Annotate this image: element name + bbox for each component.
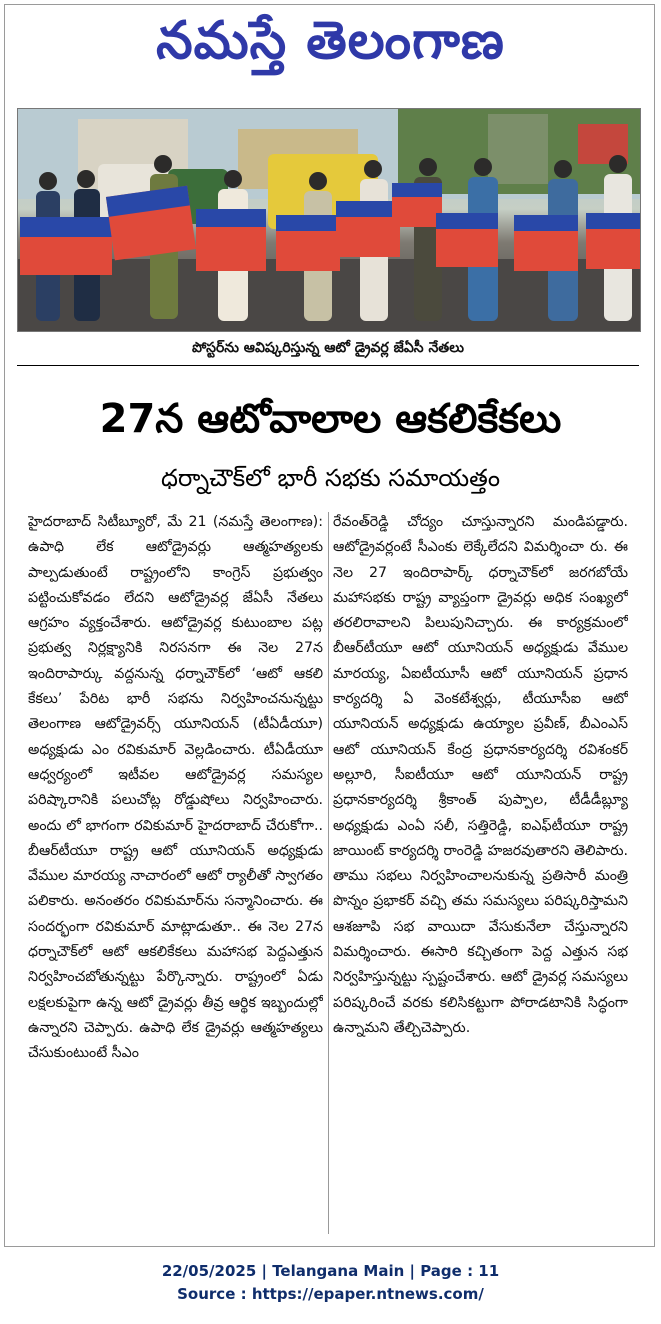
- news-photo: [17, 108, 641, 332]
- masthead-title: నమస్తే తెలంగాణ: [156, 10, 505, 71]
- article-body-right: రేవంత్‌రెడ్డి చోద్యం చూస్తున్నారని మండిపడ్డారు. ఆటోడ్రైవర్లంటే సీఎంకు లెక్కేలేదని విమర్శించా రు. ఈ నెల 27 ఇందిరాపార్క్ ధర్నాచౌక్‌లో జరగబోయే మహాసభకు రాష్ట్ర వ్యాప్తంగా డ్రైవర్లు అధిక సంఖ్యలో తరలిరావాలని పిలుపునిచ్చారు. ఈ కార్యక్రమంలో బీఆర్‌టీయూ ఆటో యూనియన్ అధ్యక్షుడు వేముల మారయ్య, ఏఐటీయూసీ ఆటో యూనియన్ ప్రధాన కార్యదర్శి ఏ వెంకటేశ్వర్లు, టీయూసీఐ ఆటో యూనియన్ అధ్యక్షుడు ఉయ్యాల ప్రవీణ్, బీఎంఎస్ ఆటో యూనియన్ కేంద్ర ప్రధానకార్యదర్శి రవిశంకర్ అల్లూరి, సీఐటీయూ ఆటో యూనియన్ రాష్ట్ర ప్రధానకార్యదర్శి శ్రీకాంత్ పుప్పాల, టీడీడీబ్ల్యూ అధ్యక్షుడు ఎంఏ సలీ, సత్తిరెడ్డి, ఐఎఫ్‌టీయూ రాష్ట్ర జాయింట్ కార్యదర్శి రాంరెడ్డి హజరవుతారని తెలిపారు. తాము సభలు నిర్వహించాలనుకున్న ప్రతిసారీ మంత్రి పొన్నం ప్రభాకర్ వచ్చి తమ సమస్యలు పరిష్కరిస్తామని ఆశజూపి సభ వాయిదా వేసుకునేలా చేస్తున్నారని విమర్శించారు. ఈసారి కచ్చితంగా పెద్ద ఎత్తున సభ నిర్వహిస్తున్నట్టు స్పష్టంచేశారు. ఆటో డ్రైవర్ల సమస్యలు పరిష్కరించే వరకు కలిసికట్టుగా పోరాడటానికి సిద్ధంగా ఉన్నామని తేల్చిచెప్పారు.: [333, 514, 628, 1036]
- edition-info: 22/05/2025 | Telangana Main | Page : 11: [161, 1262, 500, 1280]
- column-divider: [328, 512, 329, 1234]
- article-subheadline: ధర్నాచౌక్‌లో భారీ సభకు సమాయత్తం: [160, 464, 500, 492]
- article-column-right: [333, 510, 628, 1238]
- source-link[interactable]: Source : https://epaper.ntnews.com/: [177, 1285, 484, 1303]
- article-headline: 27న ఆటోవాలాల ఆకలికేకలు: [99, 396, 562, 442]
- article-body-left: హైదరాబాద్ సిటీబ్యూరో, మే 21 (నమస్తే తెలంగాణ): ఉపాధి లేక ఆటోడ్రైవర్లు ఆత్మహత్యలకు పాల్పడుతుంటే రాష్ట్రంలోని కాంగ్రెస్ ప్రభుత్వం పట్టించుకోవడం లేదని ఆటోడ్రైవర్ల జేఏసీ నేతలు ఆగ్రహం వ్యక్తంచేశారు. ఆటోడ్రైవర్ల కుటుంబాల పట్ల ప్రభుత్వ నిర్లక్ష్యానికి నిరసనగా ఈ నెల 27న ఇందిరాపార్కు వద్దనున్న ధర్నాచౌక్‌లో ‘ఆటో ఆకలి కేకలు’ పేరిట భారీ సభను నిర్వహించనున్నట్టు తెలంగాణ ఆటోడ్రైవర్స్ యూనియన్ (టీఏడీయూ) అధ్యక్షుడు ఎం రవికుమార్ వెల్లడించారు. టీఏడీయూ ఆధ్వర్యంలో ఇటీవల ఆటోడ్రైవర్ల సమస్యల పరిష్కారానికి పలుచోట్ల రోడ్డుషోలు నిర్వహించారు. అందు లో భాగంగా రవికుమార్ హైదరాబాద్ చేరుకోగా.. బీఆర్‌టీయూ రాష్ట్ర ఆటో యూనియన్ అధ్యక్షుడు వేముల మారయ్య నాచారంలో ఆటో ర్యాలీతో స్వాగతం పలికారు. అనంతరం రవికుమార్‌ను సన్మానించారు. ఈ సందర్భంగా రవికుమార్ మాట్లాడుతూ.. ఈ నెల 27న ధర్నాచౌక్‌లో ఆటో ఆకలికేకలు మహాసభ పెద్దఎత్తున నిర్వహించబోతున్నట్టు పేర్కొన్నారు. రాష్ట్రంలో ఏడు లక్షలకుపైగా ఉన్న ఆటో డ్రైవర్లు తీవ్ర ఆర్థిక ఇబ్బందుల్లో ఉన్నారని చెప్పారు. ఉపాధి లేక డ్రైవర్లు ఆత్మహత్యలు చేసుకుంటుంటే సీఎం: [28, 514, 323, 1062]
- photo-illustration: [18, 109, 640, 331]
- article-column-left: [28, 510, 323, 1238]
- photo-caption: పోస్టర్‌ను ఆవిష్కరిస్తున్న ఆటో డ్రైవర్ల జేఏసీ నేతలు: [17, 332, 639, 366]
